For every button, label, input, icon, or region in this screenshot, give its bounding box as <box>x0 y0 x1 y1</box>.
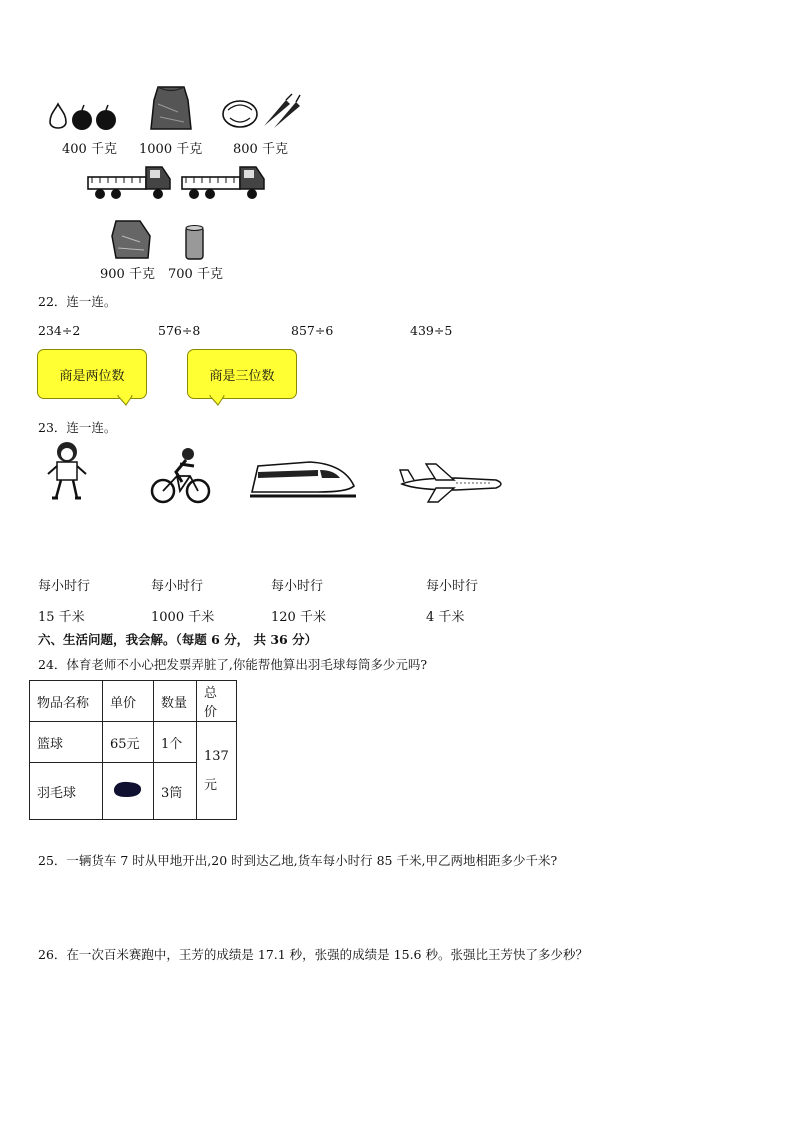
invoice-table <box>29 680 237 820</box>
speed-value-1: 15 千米 <box>38 610 85 625</box>
speed-prefix-2: 每小时行 <box>151 579 204 594</box>
header-unit-price: 单价 <box>103 681 154 722</box>
sack-icon <box>148 84 194 132</box>
table-row <box>30 722 237 763</box>
total-amount: 137 <box>204 748 229 764</box>
speed-prefix-4: 每小时行 <box>426 579 479 594</box>
sack-weight-label: 1000 千克 <box>139 142 203 157</box>
barrel-weight-label: 700 千克 <box>168 267 223 282</box>
total-unit: 元 <box>204 777 218 793</box>
pear-apples-icon <box>46 100 121 134</box>
row2-name: 羽毛球 <box>30 763 103 820</box>
q23-title: 23．连一连。 <box>38 420 117 435</box>
row2-price-cell <box>103 763 154 820</box>
section-heading: 六、生活问题，我会解。（每题 6 分， 共 36 分） <box>38 632 318 647</box>
speed-prefix-3: 每小时行 <box>271 579 324 594</box>
vegetables-icon <box>220 92 302 132</box>
header-quantity: 数量 <box>154 681 197 722</box>
ink-stain-icon <box>110 779 144 799</box>
truck-icon <box>180 163 268 203</box>
cyclist-icon <box>150 446 212 506</box>
speed-value-2: 1000 千米 <box>151 610 215 625</box>
speed-value-3: 120 千米 <box>271 610 326 625</box>
truck-icon <box>86 163 174 203</box>
row1-qty: 1个 <box>154 722 197 763</box>
q24-text: 24．体育老师不小心把发票弄脏了,你能帮他算出羽毛球每筒多少元吗? <box>38 657 428 672</box>
row2-qty: 3筒 <box>154 763 197 820</box>
bubble-tail <box>118 396 134 406</box>
fruit-weight-label: 400 千克 <box>62 142 117 157</box>
airplane-icon <box>396 462 508 504</box>
barrel-icon <box>184 224 206 260</box>
total-cell <box>197 722 237 820</box>
high-speed-train-icon <box>248 458 358 502</box>
walking-child-icon <box>44 440 90 502</box>
speed-value-4: 4 千米 <box>426 610 465 625</box>
bubble-three-digit <box>187 349 297 399</box>
q25-text: 25．一辆货车 7 时从甲地开出,20 时到达乙地,货车每小时行 85 千米,甲乙两地相距多少千米? <box>38 853 558 868</box>
bubble-three-digit-label: 商是三位数 <box>209 368 275 384</box>
vegetable-weight-label: 800 千克 <box>233 142 288 157</box>
expression-1: 234÷2 <box>38 323 81 338</box>
bag-icon <box>110 218 154 260</box>
bubble-two-digit <box>37 349 147 399</box>
header-total: 总价 <box>197 681 237 722</box>
bag-weight-label: 900 千克 <box>100 267 155 282</box>
header-item-name: 物品名称 <box>30 681 103 722</box>
q26-text: 26．在一次百米赛跑中，王芳的成绩是 17.1 秒，张强的成绩是 15.6 秒。张强比王芳快了多少秒？ <box>38 947 588 962</box>
bubble-tail <box>210 396 226 406</box>
row1-name: 篮球 <box>30 722 103 763</box>
bubble-two-digit-label: 商是两位数 <box>59 368 125 384</box>
expression-3: 857÷6 <box>291 323 334 338</box>
table-header-row <box>30 681 237 722</box>
row1-price: 65元 <box>103 722 154 763</box>
q22-title: 22．连一连。 <box>38 294 117 309</box>
expression-4: 439÷5 <box>410 323 453 338</box>
speed-prefix-1: 每小时行 <box>38 579 91 594</box>
expression-2: 576÷8 <box>158 323 201 338</box>
